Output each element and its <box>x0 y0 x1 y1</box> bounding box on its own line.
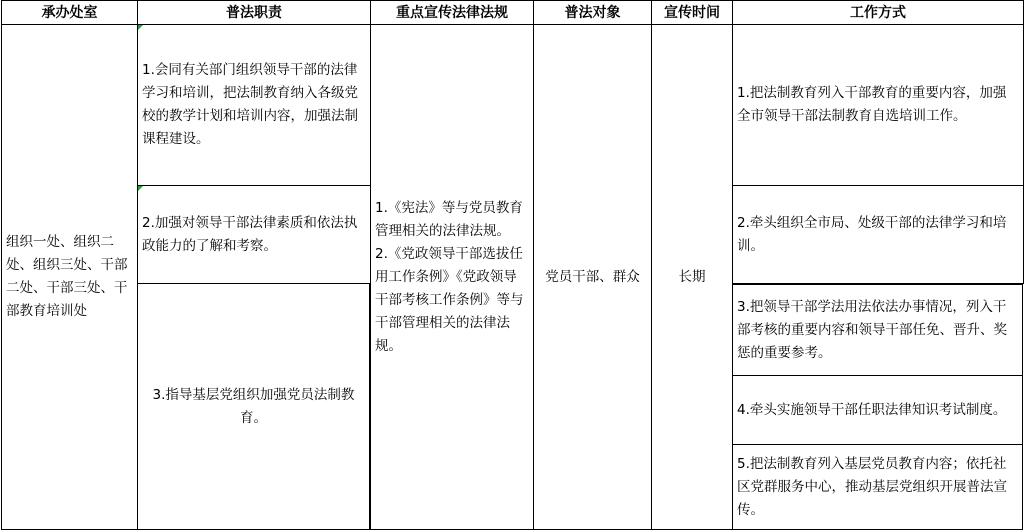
duty-item-2: 2.加强对领导干部法律素质和依法执政能力的了解和考察。 <box>138 186 371 284</box>
header-law: 重点宣传法律法规 <box>371 1 534 25</box>
target-cell: 党员干部、群众 <box>534 25 652 530</box>
method-item-4 <box>732 375 1023 445</box>
dept-cell: 组织一处、组织二处、组织三处、干部二处、干部三处、干部教育培训处 <box>2 25 138 530</box>
header-dept: 承办处室 <box>2 1 138 25</box>
time-cell: 长期 <box>652 25 733 530</box>
header-row <box>2 1 1024 25</box>
method-item-3-text: 3.把领导干部学法用法依法办事情况，列入干部考核的重要内容和领导干部任免、晋升、奖惩的重要参考。 <box>737 298 1007 361</box>
duty-item-1: 1.会同有关部门组织领导干部的法律学习和培训，把法制教育纳入各级党校的教学计划和培训内容，加强法制课程建设。 <box>138 25 371 186</box>
method-item-2: 2.牵头组织全市局、处级干部的法律学习和培训。 <box>733 186 1024 284</box>
header-method: 工作方式 <box>733 1 1024 25</box>
method-item-5 <box>732 444 1023 530</box>
method-item-5-text: 5.把法制教育列入基层党员教育内容；依托社区党群服务中心，推动基层党组织开展普法宣传。 <box>737 455 1007 518</box>
header-target: 普法对象 <box>534 1 652 25</box>
header-time: 宣传时间 <box>652 1 733 25</box>
method-item-4-text: 4.牵头实施领导干部任职法律知识考试制度。 <box>737 401 1007 418</box>
method-item-3 <box>732 284 1023 376</box>
duty-item-3 <box>137 284 370 530</box>
method-item-1: 1.把法制教育列入干部教育的重要内容，加强全市领导干部法制教育自选培训工作。 <box>733 25 1024 186</box>
law-cell: 1.《宪法》等与党员教育管理相关的法律法规。 2.《党政领导干部选拔任用工作条例》《党政领导干部考核工作条例》等与干部管理相关的法律法规。 <box>371 25 534 530</box>
header-duty: 普法职责 <box>138 1 371 25</box>
duty-item-3-text: 3.指导基层党组织加强党员法制教育。 <box>152 386 355 426</box>
